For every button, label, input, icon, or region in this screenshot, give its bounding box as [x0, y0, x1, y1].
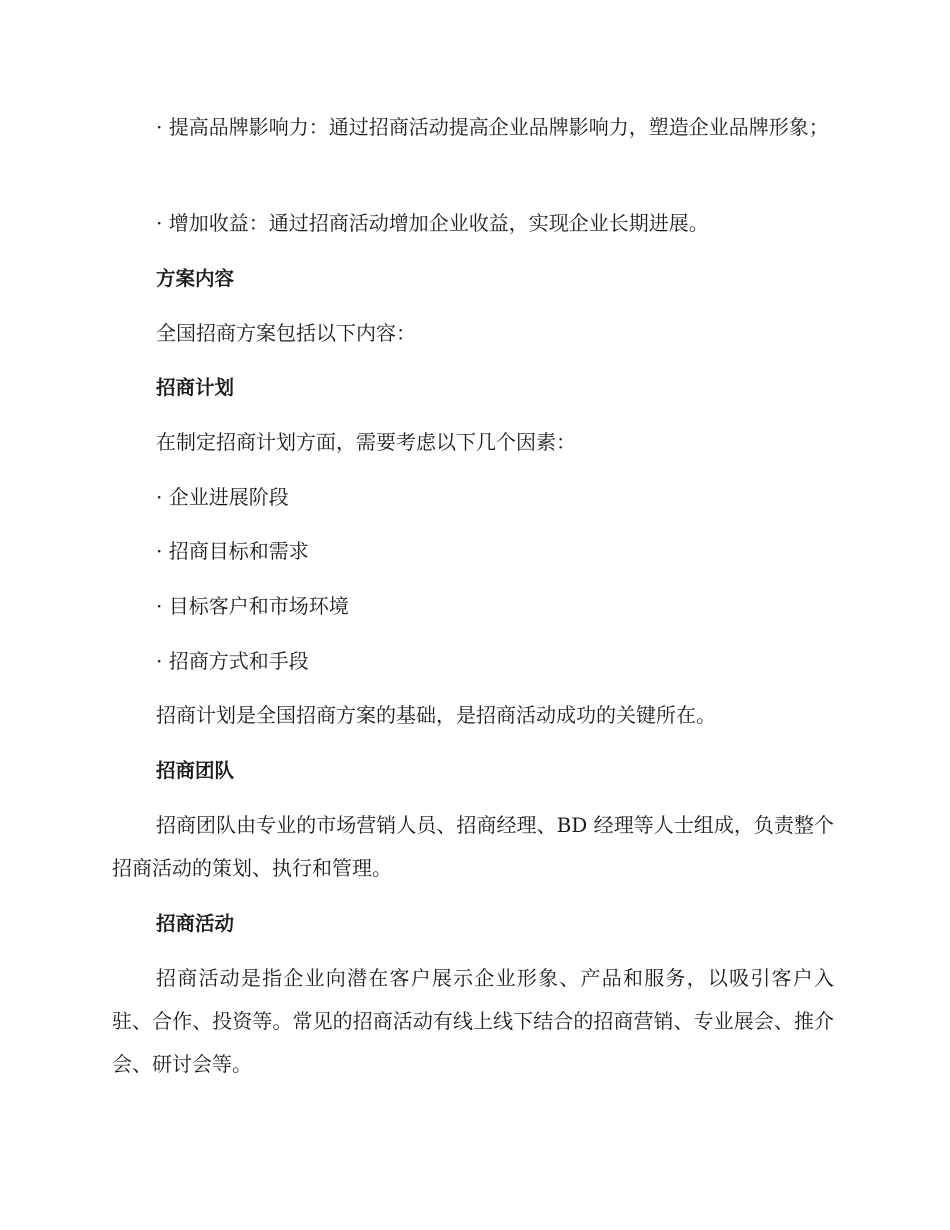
paragraph-brand-influence: · 提高品牌影响力：通过招商活动提高企业品牌影响力，塑造企业品牌形象；: [156, 115, 829, 139]
heading-investment-team: 招商团队: [156, 759, 235, 782]
bullet-methods-means: · 招商方式和手段: [156, 649, 309, 673]
paragraph-plan-foundation: 招商计划是全国招商方案的基础，是招商活动成功的关键所在。: [156, 703, 716, 727]
paragraph-increase-revenue: · 增加收益：通过招商活动增加企业收益，实现企业长期进展。: [156, 211, 709, 235]
paragraph-team-description: 招商团队由专业的市场营销人员、招商经理、BD 经理等人士组成，负责整个招商活动的策划、执行和管理。: [112, 813, 834, 880]
paragraph-activities-description: 招商活动是指企业向潜在客户展示企业形象、产品和服务，以吸引客户入驻、合作、投资等。常见的招商活动有线上线下结合的招商营销、专业展会、推介会、研讨会等。: [112, 966, 834, 1076]
heading-investment-activities: 招商活动: [156, 912, 235, 935]
heading-plan-content: 方案内容: [156, 267, 235, 290]
heading-investment-plan: 招商计划: [156, 376, 235, 399]
paragraph-plan-intro: 全国招商方案包括以下内容：: [156, 321, 416, 345]
bullet-customers-market: · 目标客户和市场环境: [156, 594, 349, 618]
bullet-goals-needs: · 招商目标和需求: [156, 539, 309, 563]
paragraph-plan-factors: 在制定招商计划方面，需要考虑以下几个因素：: [156, 430, 576, 454]
bullet-development-stage: · 企业进展阶段: [156, 485, 289, 509]
